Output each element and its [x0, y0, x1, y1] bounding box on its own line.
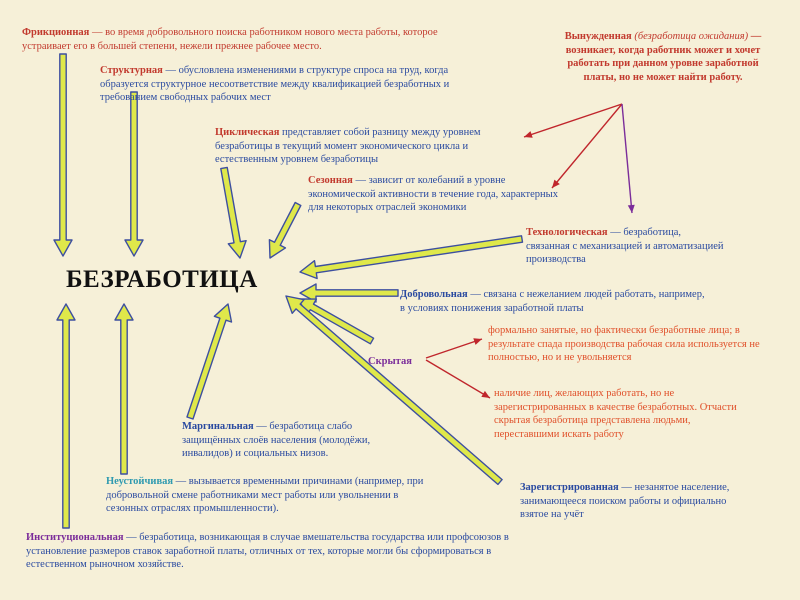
hidden-to-text1-line — [426, 338, 482, 358]
marginal-text: — безработица слабо защищённых слоёв населения (молодёжи, инвалидов) и социальных низов. — [182, 421, 371, 459]
forced-to-technological-line — [622, 104, 635, 213]
institutional-arrow — [57, 304, 75, 528]
forced-block — [552, 30, 774, 84]
central-title: БЕЗРАБОТИЦА — [66, 266, 258, 293]
forced-title: Вынужденная — [564, 31, 632, 42]
forced-text: — возникает, когда работник может и хочет работать при данном уровне заработной платы, но не может найти работу. — [565, 31, 762, 83]
technological-title: Технологическая — [526, 227, 608, 238]
institutional-title: Институциональная — [26, 532, 124, 543]
marginal-block — [182, 420, 407, 461]
hidden-title: Скрытая — [368, 356, 412, 367]
seasonal-text: — зависит от колебаний в уровне экономической активности в течение года, характерных для некоторых отраслей экономики — [308, 175, 558, 213]
cyclical-title: Циклическая — [215, 127, 280, 138]
cyclical-text: представляет собой разницу между уровнем безработицы в текущий момент экономического цикла и естественным уровнем безработицы — [215, 127, 481, 165]
structural-block — [100, 64, 480, 105]
seasonal-title: Сезонная — [308, 175, 353, 186]
marginal-arrow — [187, 304, 232, 419]
unstable-block — [106, 475, 436, 516]
unstable-text: — вызывается временными причинами (например, при добровольной смене работниками мест работы или увольнении в сезонных отраслях промышленности). — [106, 476, 424, 514]
voluntary-title: Добровольная — [400, 289, 468, 300]
cyclical-block — [215, 126, 515, 167]
cyclical-arrow — [221, 167, 246, 258]
structural-title: Структурная — [100, 65, 163, 76]
hidden-to-text2-line — [426, 360, 490, 398]
structural-arrow — [125, 92, 143, 256]
registered-text: — незанятое население, занимающееся поиском работы и официально взятое на учёт — [520, 482, 730, 520]
technological-text: — безработица, связанная с механизацией и автоматизацией производства — [526, 227, 724, 265]
institutional-block — [26, 531, 512, 572]
frictional-block — [22, 26, 452, 53]
seasonal-block — [308, 174, 570, 215]
registered-title: Зарегистрированная — [520, 482, 619, 493]
seasonal-arrow — [269, 203, 300, 259]
marginal-title: Маргинальная — [182, 421, 254, 432]
institutional-text: — безработица, возникающая в случае вмешательства государства или профсоюзов в установление размеров ставок заработной платы, отличных от тех, которые могли бы сформироваться в естественном рыночном хозяйстве. — [26, 532, 509, 570]
voluntary-text: — связана с нежеланием людей работать, например, в условиях понижения заработной платы — [400, 289, 705, 314]
unstable-title: Неустойчивая — [106, 476, 174, 487]
frictional-title: Фрикционная — [22, 27, 90, 38]
forced-paren: (безработица ожидания) — [631, 31, 749, 42]
technological-arrow — [300, 236, 523, 279]
frictional-arrow — [54, 54, 72, 256]
unstable-arrow — [115, 304, 133, 474]
structural-text: — обусловлена изменениями в структуре спроса на труд, когда образуется структурное несоответствие между квалификацией безработных и требованием свободных рабочих мест — [100, 65, 450, 103]
frictional-text: — во время добровольного поиска работником нового места работы, которое устраивает его в большей степени, нежели прежнее рабочее место. — [22, 27, 438, 52]
hidden-text-1: формально занятые, но фактически безработные лица; в результате спада производства рабочая сила используется не полностью, но и не увольняется — [488, 325, 760, 363]
registered-block — [520, 481, 735, 522]
technological-block — [526, 226, 726, 267]
hidden-text-2: наличие лиц, желающих работать, но не зарегистрированных в качестве безработных. Отчасти скрытая безработица представлена людьми, переставшими искать работу — [494, 388, 737, 440]
voluntary-block — [400, 288, 710, 315]
